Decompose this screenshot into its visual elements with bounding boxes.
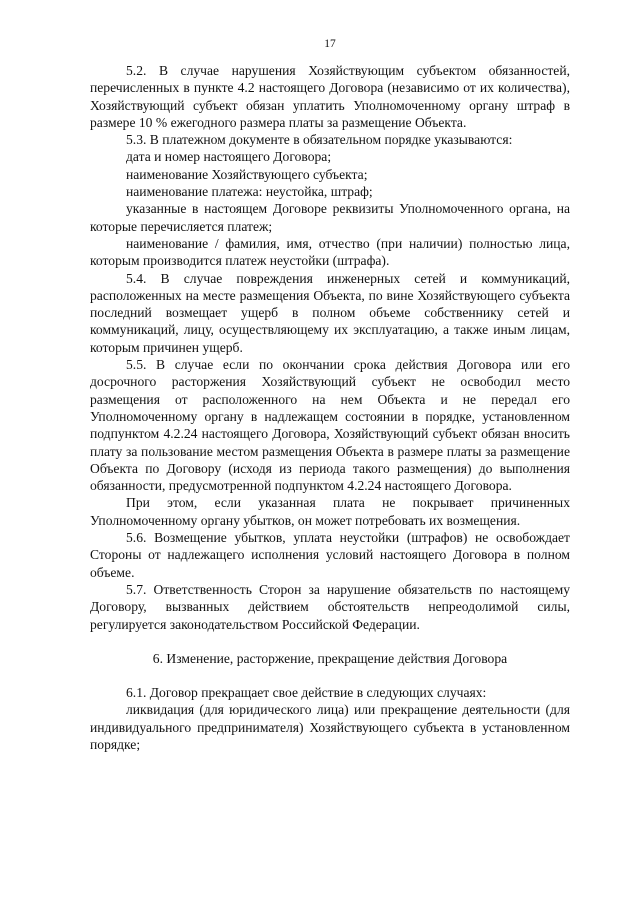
paragraph-6-1: 6.1. Договор прекращает свое действие в следующих случаях: [126, 685, 487, 701]
paragraph-5-6: 5.6. Возмещение убытков, уплата неустойки (штрафов) не освобождает Стороны от надлежащего исполнения условий настоящего Договора в полном объеме. [90, 530, 570, 580]
paragraph-5-5: 5.5. В случае если по окончании срока действия Договора или его досрочного расторжения Хозяйствующий субъект не освободил место размещения от расположенного на нем Объекта и не передал его Уполномоченному органу в надлежащем состоянии в порядке, установленном подпунктом 4.2.24 настоящего Договора, Хозяйствующий субъект обязан вносить плату за пользование местом размещения Объекта в размере платы за размещение Объекта по Договору (исходя из периода такого размещения) до выполнения обязанности, предусмотренной подпунктом 4.2.24 настоящего Договора. [90, 357, 570, 494]
list-item-payment-name: наименование платежа: неустойка, штраф; [126, 184, 373, 200]
list-item-date-number: дата и номер настоящего Договора; [126, 149, 332, 165]
document-body [90, 62, 570, 753]
paragraph-5-5-addendum: При этом, если указанная плата не покрывает причиненных Уполномоченному органу убытков, он может потребовать их возмещения. [90, 495, 570, 528]
list-item-liquidation: ликвидация (для юридического лица) или прекращение деятельности (для индивидуального предпринимателя) Хозяйствующего субъекта в установленном порядке; [90, 702, 570, 752]
list-item-requisites: указанные в настоящем Договоре реквизиты Уполномоченного органа, на которые перечисляется платеж; [90, 201, 570, 234]
page-number: 17 [324, 38, 336, 50]
paragraph-5-2: 5.2. В случае нарушения Хозяйствующим субъектом обязанностей, перечисленных в пункте 4.2 настоящего Договора (независимо от их количества), Хозяйствующий субъект обязан уплатить Уполномоченному органу штраф в размере 10 % ежегодного размера платы за размещение Объекта. [90, 63, 570, 130]
document-page [90, 0, 570, 905]
paragraph-5-4: 5.4. В случае повреждения инженерных сетей и коммуникаций, расположенных на месте размещения Объекта, по вине Хозяйствующего субъекта последний возмещает ущерб в полном объеме собственнику сетей и коммуникаций, лицу, осуществляющему их эксплуатацию, а также иным лицам, которым причинен ущерб. [90, 270, 570, 355]
list-item-payer-name: наименование / фамилия, имя, отчество (при наличии) полностью лица, которым производится платеж неустойки (штрафа). [90, 235, 570, 269]
list-item-subject-name: наименование Хозяйствующего субъекта; [126, 166, 368, 182]
paragraph-5-7: 5.7. Ответственность Сторон за нарушение обязательств по настоящему Договору, вызванных действием обстоятельств непреодолимой силы, регулируется законодательством Российской Федерации. [90, 581, 570, 632]
paragraph-5-3: 5.3. В платежном документе в обязательном порядке указываются: [126, 132, 513, 148]
section-heading-6: 6. Изменение, расторжение, прекращение действия Договора [152, 650, 508, 666]
